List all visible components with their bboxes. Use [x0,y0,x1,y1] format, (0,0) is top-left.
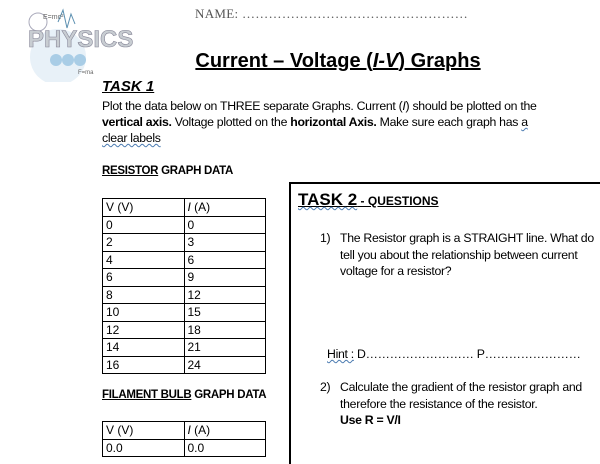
table-row [103,251,266,269]
page-title: Current – Voltage (I-V) Graphs [195,50,481,72]
voltage-cell: 0.0 [103,439,185,457]
voltage-cell: 14 [103,339,185,357]
current-cell: 18 [184,321,266,339]
current-cell: 24 [184,356,266,374]
name-label: NAME: [195,6,239,21]
question-1: The Resistor graph is a STRAIGHT line. What do tell you about the relationship between current voltage for a resistor? [340,231,594,278]
voltage-cell: 6 [103,269,185,287]
q1-number: 1) [320,231,331,245]
task2-heading: TASK 2 - QUESTIONS [298,190,439,209]
logo-formula: F=ma [78,70,94,76]
voltage-cell: 0 [103,216,185,234]
voltage-cell: 16 [103,356,185,374]
current-cell: 3 [184,234,266,252]
q2-number: 2) [320,380,331,394]
table-row [103,216,266,234]
table-row [103,269,266,287]
table-row [103,321,266,339]
current-cell: 21 [184,339,266,357]
current-cell: 15 [184,304,266,322]
current-cell: 9 [184,269,266,287]
question-2: Calculate the gradient of the resistor graph and therefore the resistance of the resistor. Use R = V/I [340,380,582,427]
voltage-cell: 4 [103,251,185,269]
table-row [103,234,266,252]
resistor-heading: RESISTOR GRAPH DATA [102,165,234,177]
name-field[interactable] [195,6,468,22]
table-row [103,356,266,374]
resistor-table [102,198,266,374]
filament-table [102,421,266,457]
table-header-row [103,199,266,217]
col-current: I (A) [184,422,266,440]
col-current: I (A) [184,199,266,217]
current-cell: 0.0 [184,439,266,457]
voltage-cell: 10 [103,304,185,322]
voltage-cell: 12 [103,321,185,339]
table-row [103,439,266,457]
filament-heading: FILAMENT BULB GRAPH DATA [102,389,267,401]
logo-formula: E=mc² [43,14,64,21]
current-cell: 6 [184,251,266,269]
table-header-row [103,422,266,440]
col-voltage: V (V) [103,199,185,217]
hint: Hint : D……………………… P…………………… [327,347,581,361]
col-voltage: V (V) [103,422,185,440]
logo-text: PHYSICS [28,26,133,53]
voltage-cell: 8 [103,286,185,304]
table-row [103,339,266,357]
task1-heading: TASK 1 [102,78,155,95]
task1-instructions: Plot the data below on THREE separate Graphs. Current (I) should be plotted on the vertical axis. Voltage plotted on the horizontal Axis. Make sure each graph has a clear labels [102,99,537,145]
current-cell: 12 [184,286,266,304]
table-row [103,304,266,322]
current-cell: 0 [184,216,266,234]
name-dots: …………………………………………… [241,6,469,21]
table-row [103,286,266,304]
voltage-cell: 2 [103,234,185,252]
